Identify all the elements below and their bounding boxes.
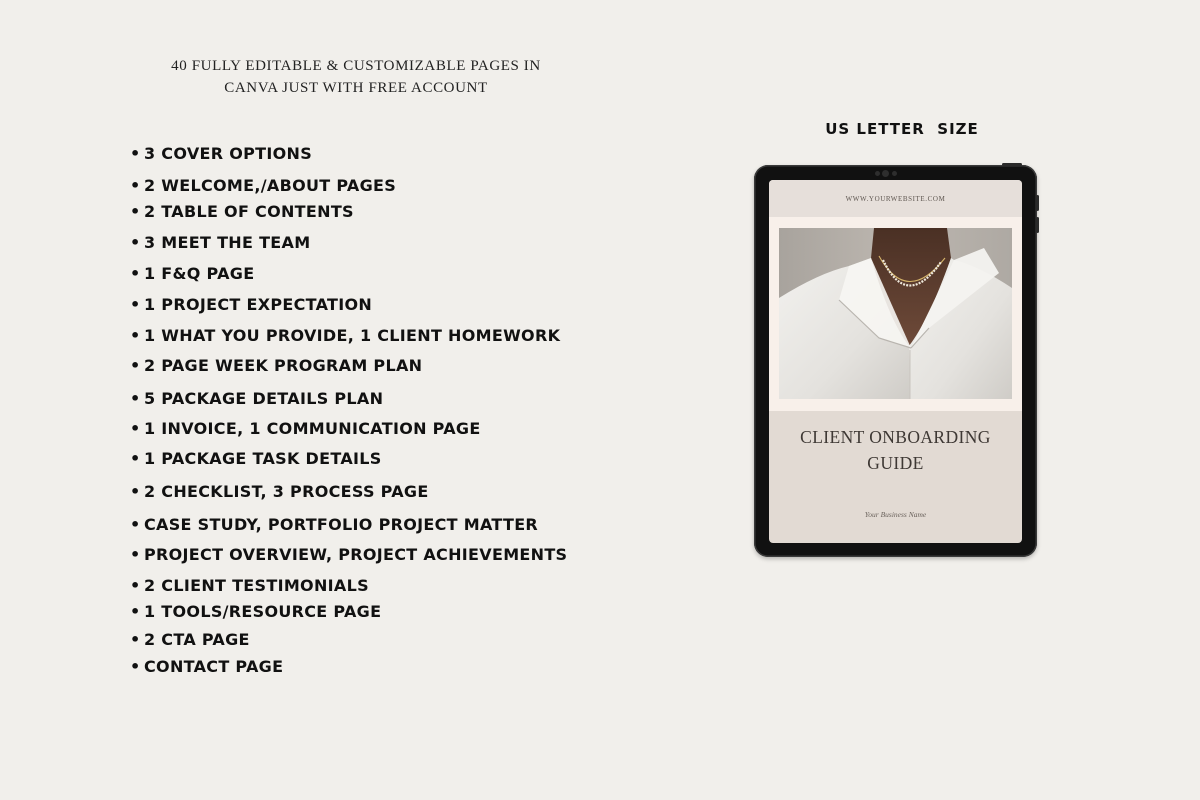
bullet-icon: • [130, 449, 141, 468]
bullet-icon: • [130, 545, 141, 564]
camera-dot [892, 171, 897, 176]
tablet-mockup [754, 165, 1037, 557]
bullet-icon: • [130, 202, 141, 221]
bullet-icon: • [130, 482, 141, 501]
bullet-icon: • [130, 264, 141, 283]
list-item [130, 482, 429, 502]
list-item [130, 176, 396, 196]
list-item-label: CASE STUDY, PORTFOLIO PROJECT MATTER [144, 515, 539, 534]
photo-frame [769, 217, 1022, 411]
list-item-label: 1 PACKAGE TASK DETAILS [144, 449, 382, 468]
camera-dot [882, 170, 889, 177]
bullet-icon: • [130, 176, 141, 195]
list-item [130, 295, 372, 315]
list-item-label: 1 WHAT YOU PROVIDE, 1 CLIENT HOMEWORK [144, 326, 561, 345]
business-name: Your Business Name [864, 510, 927, 519]
list-item-label: 1 INVOICE, 1 COMMUNICATION PAGE [144, 419, 481, 438]
list-item [130, 356, 422, 376]
guide-title [769, 424, 1022, 476]
bullet-icon: • [130, 356, 141, 375]
camera-dot [875, 171, 880, 176]
list-item-label: CONTACT PAGE [144, 657, 284, 676]
list-item [130, 233, 310, 253]
list-item-label: 2 CHECKLIST, 3 PROCESS PAGE [144, 482, 429, 501]
size-label: US LETTER SIZE [825, 120, 979, 138]
list-item-label: 3 COVER OPTIONS [144, 144, 313, 163]
list-item [130, 545, 567, 565]
website-text: WWW.YOURWEBSITE.COM [845, 195, 946, 203]
list-item [130, 389, 383, 409]
bullet-icon: • [130, 576, 141, 595]
list-item [130, 657, 283, 677]
bullet-icon: • [130, 419, 141, 438]
list-item [130, 144, 312, 164]
screen-header [769, 180, 1022, 217]
list-item [130, 576, 369, 596]
guide-title-line-2: GUIDE [867, 453, 924, 473]
list-item [130, 419, 481, 439]
list-item-label: 1 F&Q PAGE [144, 264, 255, 283]
bullet-icon: • [130, 630, 141, 649]
guide-title-line-1: CLIENT ONBOARDING [800, 427, 991, 447]
list-item-label: 1 PROJECT EXPECTATION [144, 295, 373, 314]
list-item-label: 2 CLIENT TESTIMONIALS [144, 576, 369, 595]
bullet-icon: • [130, 657, 141, 676]
tablet-side-button [1036, 217, 1039, 233]
bullet-icon: • [130, 295, 141, 314]
bullet-icon: • [130, 326, 141, 345]
bullet-icon: • [130, 233, 141, 252]
bullet-icon: • [130, 602, 141, 621]
tablet-top-button [1002, 163, 1022, 166]
list-item [130, 449, 382, 469]
list-item-label: PROJECT OVERVIEW, PROJECT ACHIEVEMENTS [144, 545, 568, 564]
list-item-label: 5 PACKAGE DETAILS PLAN [144, 389, 384, 408]
bullet-icon: • [130, 515, 141, 534]
list-item [130, 630, 250, 650]
list-item [130, 202, 354, 222]
list-item-label: 2 WELCOME,/ABOUT PAGES [144, 176, 397, 195]
headline-line-2: CANVA JUST WITH FREE ACCOUNT [224, 80, 488, 96]
list-item-label: 2 TABLE OF CONTENTS [144, 202, 354, 221]
list-item-label: 3 MEET THE TEAM [144, 233, 311, 252]
headline-line-1: 40 FULLY EDITABLE & CUSTOMIZABLE PAGES IN [171, 58, 541, 74]
list-item [130, 515, 538, 535]
bullet-icon: • [130, 389, 141, 408]
list-item [130, 264, 254, 284]
list-item [130, 602, 381, 622]
cover-photo [779, 228, 1012, 399]
feature-list [130, 0, 590, 800]
bullet-icon: • [130, 144, 141, 163]
list-item-label: 1 TOOLS/RESOURCE PAGE [144, 602, 382, 621]
tablet-side-button [1036, 195, 1039, 211]
list-item-label: 2 CTA PAGE [144, 630, 250, 649]
list-item [130, 326, 560, 346]
tablet-screen [769, 180, 1022, 543]
list-item-label: 2 PAGE WEEK PROGRAM PLAN [144, 356, 423, 375]
